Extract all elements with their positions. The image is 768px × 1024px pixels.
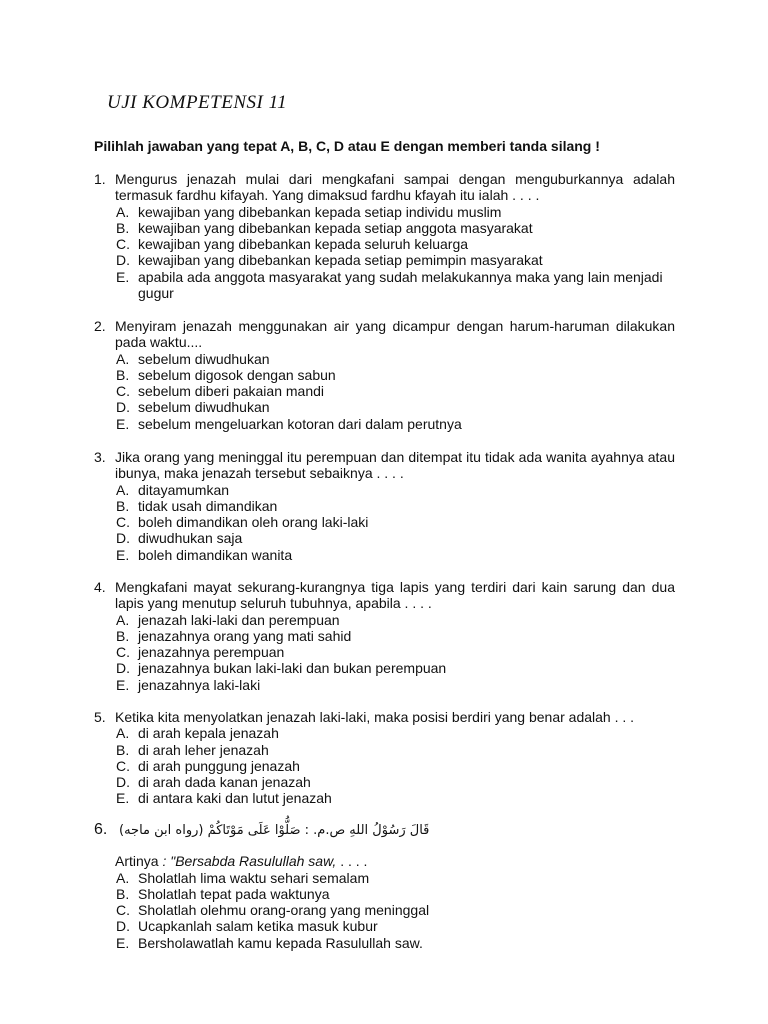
option-text: boleh dimandikan wanita (138, 546, 293, 563)
option-text: Sholatlah tepat pada waktunya (138, 885, 330, 902)
option-text: sebelum diwudhukan (138, 350, 270, 367)
question-stem (94, 709, 675, 725)
option-text: tidak usah dimandikan (138, 497, 278, 514)
option-text: boleh dimandikan oleh orang laki-laki (138, 514, 369, 531)
option-list (94, 482, 675, 563)
question-stem (94, 171, 675, 204)
question-text: Jika orang yang meninggal itu perempuan dan ditempat itu tidak ada wanita ayahnya atau ibunya, maka jenazah tersebut sebaiknya . . . . (115, 449, 675, 482)
question-stem (94, 579, 675, 612)
option-list (94, 351, 675, 432)
option-text: jenazahnya laki-laki (138, 676, 261, 693)
option-text: jenazah laki-laki dan perempuan (138, 611, 340, 628)
option-e[interactable]: E. apabila ada anggota masyarakat yang sudah melakukannya maka yang lain menjadi gugur (116, 268, 663, 302)
option-text: di arah dada kanan jenazah (138, 774, 311, 791)
option-d[interactable]: D. diwudhukan saja (116, 530, 243, 547)
option-text: Ucapkanlah salam ketika masuk kubur (138, 918, 378, 935)
option-d[interactable]: D. kewajiban yang dibebankan kepada setiap pemimpin masyarakat (116, 252, 543, 269)
option-c[interactable]: C. jenazahnya perempuan (116, 644, 285, 661)
option-list (94, 725, 675, 806)
option-e[interactable]: E. boleh dimandikan wanita (116, 546, 293, 563)
option-list (94, 870, 675, 951)
option-c[interactable]: C. sebelum diberi pakaian mandi (116, 383, 324, 400)
option-c[interactable]: C. di arah punggung jenazah (116, 757, 300, 774)
option-a[interactable]: A. sebelum diwudhukan (116, 350, 270, 367)
option-text: Sholatlah olehmu orang-orang yang meninggal (138, 902, 430, 919)
option-text: sebelum diberi pakaian mandi (138, 383, 324, 400)
question-number: 4. (94, 579, 106, 595)
question-stem (94, 822, 675, 839)
option-a[interactable]: A. di arah kepala jenazah (116, 725, 279, 742)
option-d[interactable]: D. Ucapkanlah salam ketika masuk kubur (116, 918, 378, 935)
question-stem (94, 449, 675, 482)
question-text: Mengurus jenazah mulai dari mengkafani sampai dengan menguburkannya adalah termasuk fardhu kifayah. Yang dimaksud fardhu kfayah itu ialah . . . . (115, 171, 675, 204)
option-text: di antara kaki dan lutut jenazah (138, 790, 332, 807)
option-text: di arah leher jenazah (138, 741, 269, 758)
option-e[interactable]: E. jenazahnya laki-laki (116, 676, 261, 693)
option-text: sebelum mengeluarkan kotoran dari dalam perutnya (138, 415, 462, 432)
option-text: di arah kepala jenazah (138, 725, 279, 742)
question-6 (94, 822, 675, 951)
option-b[interactable]: B. kewajiban yang dibebankan kepada setiap anggota masyarakat (116, 219, 533, 236)
option-list (94, 612, 675, 693)
option-a[interactable]: A. jenazah laki-laki dan perempuan (116, 611, 340, 628)
option-text: jenazahnya perempuan (138, 644, 285, 661)
option-text: sebelum digosok dengan sabun (138, 366, 336, 383)
question-number: 1. (94, 171, 106, 187)
option-b[interactable]: B. jenazahnya orang yang mati sahid (116, 627, 352, 644)
instruction-text: Pilihlah jawaban yang tepat A, B, C, D atau E dengan memberi tanda silang ! (94, 138, 600, 154)
question-text: Ketika kita menyolatkan jenazah laki-laki, maka posisi berdiri yang benar adalah . . . (115, 709, 635, 725)
page-title: UJI KOMPETENSI 11 (107, 92, 288, 113)
option-text: kewajiban yang dibebankan kepada setiap anggota masyarakat (138, 219, 533, 236)
option-a[interactable]: A. Sholatlah lima waktu sehari semalam (116, 869, 370, 886)
option-text: kewajiban yang dibebankan kepada setiap pemimpin masyarakat (138, 252, 543, 269)
option-c[interactable]: C. boleh dimandikan oleh orang laki-laki (116, 514, 369, 531)
option-c[interactable]: C. Sholatlah olehmu orang-orang yang meninggal (116, 902, 430, 919)
option-text: jenazahnya orang yang mati sahid (138, 627, 352, 644)
question-4 (94, 579, 675, 693)
option-list (94, 204, 675, 302)
option-text: apabila ada anggota masyarakat yang sudah melakukannya maka yang lain menjadi gugur (138, 268, 663, 302)
option-a[interactable]: A. ditayamumkan (116, 481, 230, 498)
option-d[interactable]: D. sebelum diwudhukan (116, 399, 270, 416)
option-text: diwudhukan saja (138, 530, 243, 547)
option-text: kewajiban yang dibebankan kepada setiap individu muslim (138, 203, 502, 220)
option-e[interactable]: E. sebelum mengeluarkan kotoran dari dalam perutnya (116, 415, 462, 432)
question-stem (94, 318, 675, 351)
option-text: di arah punggung jenazah (138, 757, 300, 774)
option-d[interactable]: D. jenazahnya bukan laki-laki dan bukan perempuan (116, 660, 447, 677)
option-text: sebelum diwudhukan (138, 399, 270, 416)
question-text: Menyiram jenazah menggunakan air yang dicampur dengan harum-haruman dilakukan pada waktu.... (115, 318, 675, 351)
option-b[interactable]: B. sebelum digosok dengan sabun (116, 366, 336, 383)
hadith-arabic-text: قَالَ رَسُوْلُ اللهِ ص.م. : صَلُّوْا عَلَى مَوْتَاكُمْ (رواه ابن ماجه) (119, 823, 430, 838)
option-text: jenazahnya bukan laki-laki dan bukan perempuan (138, 660, 447, 677)
question-2 (94, 318, 675, 432)
translation-label: Artinya (115, 853, 159, 870)
option-b[interactable]: B. Sholatlah tepat pada waktunya (116, 885, 330, 902)
option-text: kewajiban yang dibebankan kepada seluruh keluarga (138, 236, 469, 253)
option-b[interactable]: B. tidak usah dimandikan (116, 497, 278, 514)
option-text: Sholatlah lima waktu sehari semalam (138, 869, 370, 886)
question-number: 6. (94, 821, 108, 838)
option-c[interactable]: C. kewajiban yang dibebankan kepada seluruh keluarga (116, 236, 469, 253)
option-a[interactable]: A. kewajiban yang dibebankan kepada setiap individu muslim (116, 203, 502, 220)
question-1 (94, 171, 675, 301)
question-5 (94, 709, 675, 807)
option-b[interactable]: B. di arah leher jenazah (116, 741, 269, 758)
option-e[interactable]: E. di antara kaki dan lutut jenazah (116, 790, 332, 807)
option-text: Bersholawatlah kamu kepada Rasulullah saw. (138, 934, 423, 951)
question-number: 2. (94, 318, 106, 334)
question-text: Mengkafani mayat sekurang-kurangnya tiga lapis yang terdiri dari kain sarung dan dua lapis yang menutup seluruh tubuhnya, apabila . . . . (115, 579, 675, 612)
translation-tail: . . . . (336, 853, 368, 870)
option-text: ditayamumkan (138, 481, 230, 498)
translation-text: : "Bersabda Rasulullah saw, (158, 853, 337, 870)
question-3 (94, 449, 675, 563)
translation-line (94, 853, 675, 869)
option-d[interactable]: D. di arah dada kanan jenazah (116, 774, 311, 791)
question-number: 3. (94, 449, 106, 465)
option-e[interactable]: E. Bersholawatlah kamu kepada Rasulullah saw. (116, 934, 423, 951)
question-number: 5. (94, 709, 106, 725)
